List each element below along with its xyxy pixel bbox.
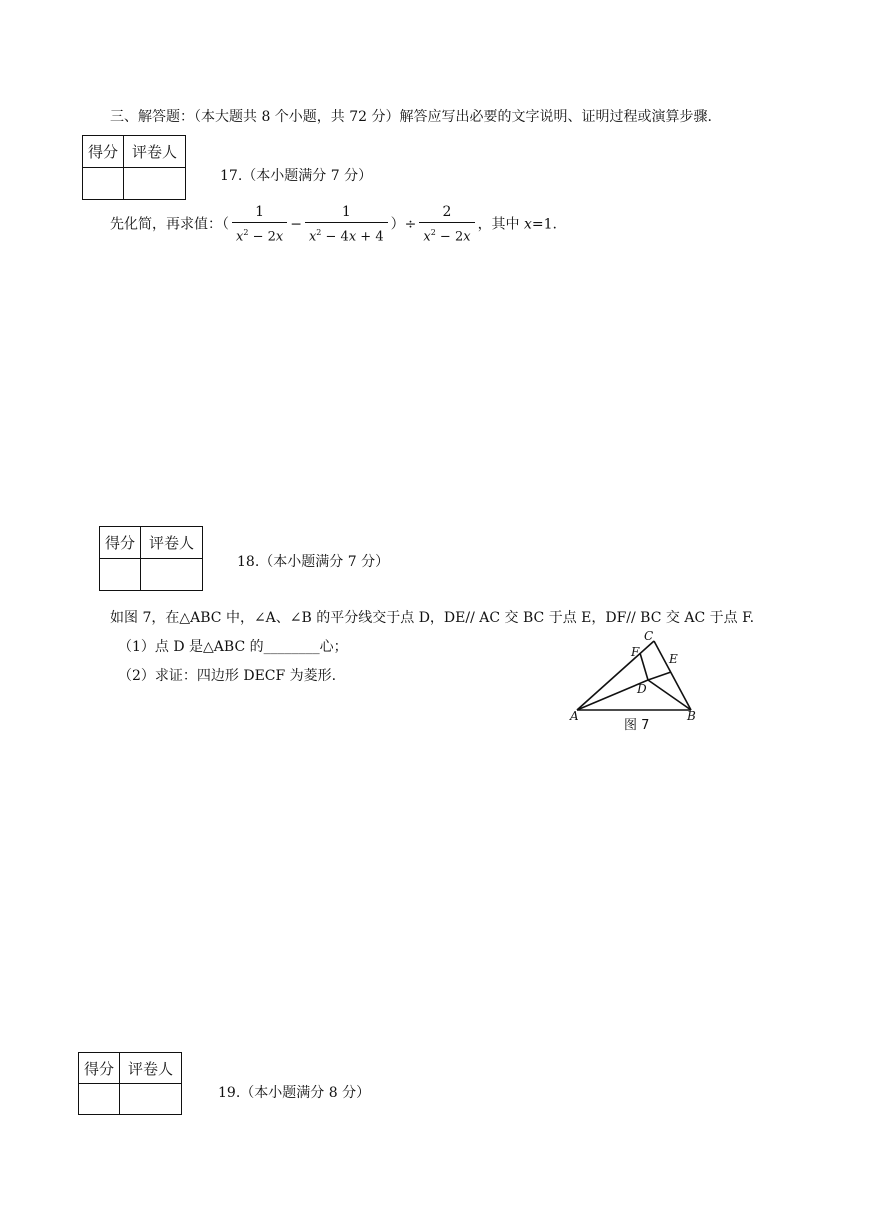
q18-title: 18.（本小题满分 7 分） [237,554,390,570]
score-box-cell-grader[interactable] [124,168,186,200]
label-a: A [570,709,579,723]
triangle-figure [560,625,710,735]
label-c: C [644,629,654,643]
q18-part1-post: 心； [319,639,348,655]
q17-frac3-den: $x^2 - 2x$ [423,228,471,245]
q18-part1 [118,636,348,656]
side-ac [577,641,654,710]
q18-answer-blank[interactable]: ________ [263,639,320,655]
q17-frac2-den: $x^2 - 4x + 4$ [308,228,384,245]
q17-minus: − [290,216,302,233]
score-box-header-grader: 评卷人 [141,527,203,559]
q17-var-x: x [524,216,532,233]
q17-close-div: ）÷ [390,216,417,233]
score-box-19 [78,1052,182,1115]
score-box-header-score: 得分 [100,527,141,559]
q17-frac3-num: 2 [419,203,474,223]
q17-suffix-a: ，其中 [477,216,525,233]
score-box-cell-score[interactable] [83,168,124,200]
score-box-cell-score[interactable] [79,1084,120,1115]
q17-frac1-num: 1 [232,203,287,223]
q18-stem: 如图 7，在△ABC 中，∠A、∠B 的平分线交于点 D，DE// AC 交 BC 于点 E，DF// BC 交 AC 于点 F. [110,610,755,626]
q17-frac2-num: 1 [305,203,388,223]
label-f: F [631,645,640,659]
q17-fraction-1 [232,203,287,246]
score-box-cell-grader[interactable] [141,559,203,591]
label-d: D [637,682,647,696]
q17-fraction-2 [305,203,388,246]
q18-part2: （2）求证：四边形 DECF 为菱形. [118,668,337,684]
label-e: E [669,652,678,666]
score-box-cell-grader[interactable] [120,1084,182,1115]
q17-suffix-b: =1. [531,216,558,233]
q17-prefix: 先化简，再求值：（ [110,216,229,233]
label-b: B [687,709,696,723]
q18-part1-pre: （1）点 D 是△ABC 的 [118,639,264,655]
score-box-header-grader: 评卷人 [120,1053,182,1084]
q17-title: 17.（本小题满分 7 分） [220,168,373,184]
score-box-cell-score[interactable] [100,559,141,591]
figure-caption: 图 7 [624,718,650,733]
score-box-header-grader: 评卷人 [124,136,186,168]
q17-expression [110,203,557,246]
segment-de [648,672,671,680]
score-box-header-score: 得分 [79,1053,120,1084]
score-box-18 [99,526,203,591]
section-heading: 三、解答题：（本大题共 8 个小题，共 72 分）解答应写出必要的文字说明、证明过程或演算步骤. [110,109,712,125]
q17-frac1-den: $x^2 - 2x$ [236,228,284,245]
segment-df [640,653,648,680]
q19-title: 19.（本小题满分 8 分） [218,1085,371,1101]
score-box-header-score: 得分 [83,136,124,168]
score-box-17 [82,135,186,200]
bisector-bd [648,680,691,710]
q17-fraction-3 [419,203,474,246]
